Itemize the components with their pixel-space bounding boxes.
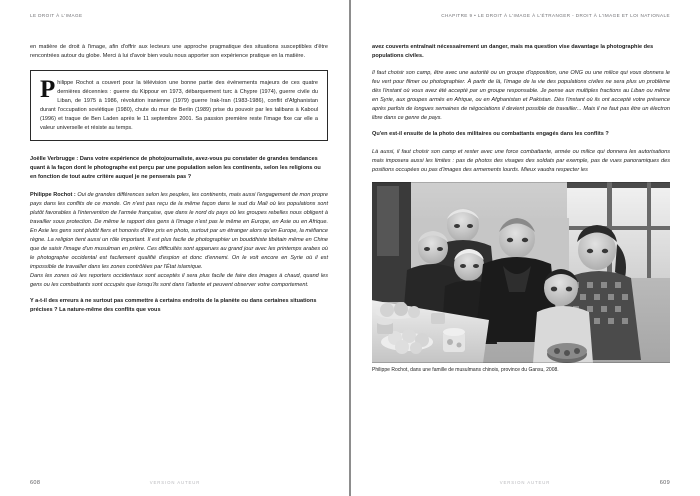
- running-head-left: LE DROIT À L'IMAGE: [30, 13, 83, 18]
- page-gutter-spine: [349, 0, 351, 496]
- folio-left: 608: [30, 480, 41, 486]
- running-head-right: CHAPITRE 9 • LE DROIT À L'IMAGE À L'ÉTRANGER - DROIT À L'IMAGE ET LOI NATIONALE: [441, 13, 670, 18]
- photograph-family-gansu: [372, 182, 670, 363]
- right-page-content: [372, 43, 670, 374]
- watermark-left: VERSION AUTEUR: [149, 480, 201, 485]
- answer-1: [30, 191, 328, 272]
- right-page-footer: [350, 474, 700, 486]
- answer-3: Là aussi, il faut choisir son camp et rester avec une force combattante, armée ou milice qui donnera les autorisations mais imposera aussi les limites : pas de photos des visages des soldats par exemple, pas de vues panoramiques des positions occupées ou pas d'images des armements lourds. Mieux vaudra respecter les: [372, 148, 670, 173]
- drop-cap: P: [40, 75, 56, 103]
- answer-1-speaker: Philippe Rochot :: [30, 191, 78, 198]
- left-page-content: [30, 43, 328, 316]
- figure-caption: Philippe Rochot, dans une famille de musulmans chinois, province du Gansu, 2008.: [372, 366, 559, 373]
- question-2-start: Y a-t-il des erreurs à ne surtout pas commettre à certains endroits de la planète ou dans certaines situations précises ? La nature-même des conflits que vous: [30, 298, 317, 314]
- photograph-illustration: [372, 182, 670, 363]
- page-right: [350, 0, 700, 496]
- left-page-footer: [0, 474, 350, 486]
- intro-paragraph: en matière de droit à l'image, afin d'offrir aux lecteurs une approche pragmatique des situations susceptibles d'être rencontrées autour du globe. Merci à lui d'avoir bien voulu nous apporter son expérience pratique en la matière.: [30, 43, 328, 59]
- biography-text: [40, 75, 318, 133]
- biography-box: [30, 70, 328, 141]
- figure-block: [372, 182, 670, 374]
- answer-2: Il faut choisir son camp, être avec une autorité ou un groupe d'opposition, une ONG ou une milice qui vous donnera le feu vert pour filmer ou photographier. À partir de là, l'image de la vie des populations civiles ne sera plus un problème dès l'instant où vous avez été accepté par un groupe responsable. Je pense aux multiples fractions au Liban ou même en Syrie, aux groupes armés en Afrique, ou en Afghanistan et Pakistan. Dès l'instant où ils ont accepté votre présence après parfois de longues semaines de négociations il devient possible de travailler... Mais il ne faut pas être un électron libre dans ce genre de pays.: [372, 70, 670, 122]
- question-3: Qu'en est-il ensuite de la photo des militaires ou combattants engagés dans les conflits ?: [372, 131, 609, 138]
- question-2-continued: avez couverts entraînait nécessairement un danger, mais ma question vise davantage la photographie des populations civiles.: [372, 43, 654, 59]
- folio-right: 609: [659, 480, 670, 486]
- answer-1-continued: Dans les zones où les reporters occidentaux sont acceptés il sera plus facile de faire des images à chaud, quand les gens ou les combattants sont occupés que lorsqu'ils sont dans l'attente et peuvent observer votre comportement.: [30, 273, 328, 289]
- answer-1-body: Oui de grandes différences selon les peuples, les continents, mais aussi l'engagement de mon propre pays dans les conflits de ce monde. On n'est pas reçu de la même façon dans le sud du Mali où les populations sont plutôt favorables à l'intervention de l'armée française, que dans le nord du pays où les groupes rebelles nous obligent à travailler sous protection. De même le rapport des gens à l'image n'est pas le même en Europe, en Asie ou en Afrique. En Asie les gens sont plutôt fiers et honorés d'être pris en photo, surtout par un étranger alors qu'en Europe, la méfiance règne. La religion tient aussi un rôle important. Il est plus facile de photographier un bouddhiste tibétain même en Chine que de saisir l'image d'un musulman en prière. Ces difficultés sont apparues au grand jour avec les printemps arabes où le photographe occidental est facilement qualifié d'espion et donc d'ennemi. On le voit encore en Syrie où il est impossible de travailler dans les zones contrôlées par l'État islamique.: [30, 191, 328, 270]
- biography-body: hilippe Rochot a couvert pour la télévision une bonne partie des événements majeurs de ces quatre dernières décennies : guerre du Kippour en 1973, débarquement turc à Chypre (1974), guerre civile du Liban, de 1975 à 1986, révolution iranienne (1979) guerre Irak-Iran (1983-1986), conflit d'Afghanistan durant l'occupation soviétique (1980), chute du mur de Berlin (1989) prise du pouvoir par les talibans à Kaboul (1996) et traque de Ben Laden après le 11 septembre 2001. Sa passion première reste l'image fixe car elle a valeur universelle et résiste au temps.: [40, 79, 318, 131]
- watermark-right: VERSION AUTEUR: [499, 480, 551, 485]
- question-1: Joëlle Verbrugge : Dans votre expérience de photojournaliste, avez-vous pu constater de grandes tendances quant à la façon dont le photographe est perçu par une population selon les continents, selon les religions ou en fonction de tout autre critère auquel je ne penserais pas ?: [30, 155, 321, 181]
